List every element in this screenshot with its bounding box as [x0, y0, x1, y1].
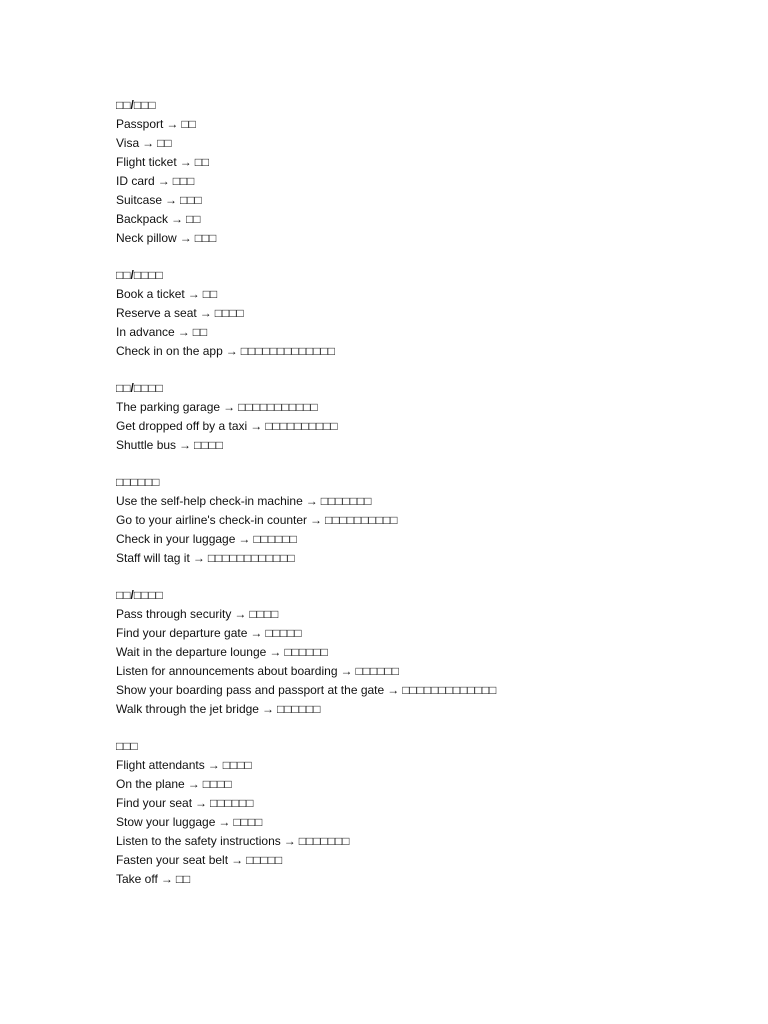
english-term: Check in your luggage [116, 532, 236, 546]
vocab-line [116, 436, 736, 455]
vocab-line [116, 417, 736, 436]
chinese-term: □□□□□□ [355, 664, 399, 678]
section-heading: □□□□□□ [116, 475, 160, 489]
arrow-icon: → [250, 419, 263, 433]
arrow-icon: → [179, 438, 192, 452]
arrow-icon: → [238, 532, 251, 546]
arrow-icon: → [179, 155, 192, 169]
section-heading: □□/□□□□ [116, 268, 163, 282]
chinese-term: □□□□□□□□□□ [325, 513, 398, 527]
vocab-line [116, 832, 736, 851]
vocab-line [116, 530, 736, 549]
english-term: Neck pillow [116, 231, 177, 245]
arrow-icon: → [234, 607, 247, 621]
vocab-line [116, 549, 736, 568]
english-term: Fasten your seat belt [116, 853, 229, 867]
vocab-section [116, 379, 736, 455]
vocab-line [116, 605, 736, 624]
english-term: Go to your airline's check-in counter [116, 513, 308, 527]
vocab-line [116, 191, 736, 210]
chinese-term: □□□□ [202, 777, 232, 791]
vocab-line [116, 285, 736, 304]
arrow-icon: → [283, 834, 296, 848]
vocab-line [116, 398, 736, 417]
vocab-line [116, 756, 736, 775]
english-term: In advance [116, 325, 175, 339]
english-term: Suitcase [116, 193, 163, 207]
section-heading: □□□ [116, 739, 138, 753]
vocab-line [116, 323, 736, 342]
arrow-icon: → [160, 872, 173, 886]
vocab-line [116, 172, 736, 191]
chinese-term: □□□□□□□ [320, 494, 372, 508]
arrow-icon: → [261, 702, 274, 716]
vocab-line [116, 624, 736, 643]
arrow-icon: → [177, 325, 190, 339]
arrow-icon: → [187, 287, 200, 301]
chinese-term: □□□□ [222, 758, 252, 772]
arrow-icon: → [157, 174, 170, 188]
chinese-term: □□□□□ [265, 626, 302, 640]
chinese-term: □□ [194, 155, 210, 169]
chinese-term: □□□ [180, 193, 202, 207]
arrow-icon: → [179, 231, 192, 245]
arrow-icon: → [231, 853, 244, 867]
vocab-line [116, 643, 736, 662]
english-term: Reserve a seat [116, 306, 197, 320]
english-term: Listen to the safety instructions [116, 834, 281, 848]
english-term: Pass through security [116, 607, 232, 621]
vocab-line [116, 153, 736, 172]
english-term: Shuttle bus [116, 438, 177, 452]
chinese-term: □□□ [194, 231, 217, 245]
section-heading: □□/□□□ [116, 98, 156, 112]
vocab-line [116, 775, 736, 794]
english-term: Listen for announcements about boarding [116, 664, 338, 678]
vocab-line [116, 134, 736, 153]
vocab-section [116, 473, 736, 568]
arrow-icon: → [225, 344, 238, 358]
english-term: Get dropped off by a taxi [116, 419, 248, 433]
arrow-icon: → [166, 117, 179, 131]
english-term: The parking garage [116, 400, 221, 414]
vocab-line [116, 511, 736, 530]
vocab-section [116, 266, 736, 361]
chinese-term: □□□□ [194, 438, 224, 452]
vocab-line [116, 229, 736, 248]
arrow-icon: → [218, 815, 231, 829]
english-term: Find your departure gate [116, 626, 248, 640]
chinese-term: □□□□□□ [276, 702, 321, 716]
section-heading: □□/□□□□ [116, 588, 163, 602]
english-term: Show your boarding pass and passport at the gate [116, 683, 385, 697]
arrow-icon: → [165, 193, 178, 207]
english-term: Walk through the jet bridge [116, 702, 259, 716]
english-term: Wait in the departure lounge [116, 645, 267, 659]
english-term: Take off [116, 872, 158, 886]
vocab-line [116, 681, 736, 700]
chinese-term: □□□□□□□ [298, 834, 350, 848]
vocab-line [116, 342, 736, 361]
vocab-line [116, 851, 736, 870]
chinese-term: □□□□□ [246, 853, 283, 867]
chinese-term: □□□□ [249, 607, 279, 621]
english-term: On the plane [116, 777, 185, 791]
english-term: Use the self-help check-in machine [116, 494, 303, 508]
vocab-line [116, 794, 736, 813]
chinese-term: □□□□ [214, 306, 244, 320]
english-term: Backpack [116, 212, 169, 226]
chinese-term: □□□□□□□□□□□□□ [240, 344, 335, 358]
chinese-term: □□ [186, 212, 201, 226]
arrow-icon: → [305, 494, 318, 508]
section-heading: □□/□□□□ [116, 381, 163, 395]
chinese-term: □□□□□□ [284, 645, 328, 659]
arrow-icon: → [207, 758, 220, 772]
arrow-icon: → [387, 683, 400, 697]
chinese-term: □□□ [172, 174, 195, 188]
english-term: ID card [116, 174, 155, 188]
vocab-section [116, 586, 736, 719]
vocab-section [116, 737, 736, 889]
chinese-term: □□□□□□□□□□□ [238, 400, 318, 414]
english-term: Passport [116, 117, 164, 131]
chinese-term: □□□□ [233, 815, 263, 829]
vocab-line [116, 700, 736, 719]
vocab-section [116, 96, 736, 248]
english-term: Check in on the app [116, 344, 223, 358]
arrow-icon: → [310, 513, 323, 527]
vocab-line [116, 813, 736, 832]
arrow-icon: → [269, 645, 282, 659]
chinese-term: □□ [202, 287, 218, 301]
vocab-line [116, 870, 736, 889]
arrow-icon: → [171, 212, 184, 226]
english-term: Book a ticket [116, 287, 185, 301]
arrow-icon: → [142, 136, 155, 150]
chinese-term: □□ [192, 325, 208, 339]
arrow-icon: → [199, 306, 212, 320]
arrow-icon: → [340, 664, 353, 678]
english-term: Staff will tag it [116, 551, 190, 565]
arrow-icon: → [192, 551, 205, 565]
vocab-line [116, 210, 736, 229]
arrow-icon: → [187, 777, 200, 791]
chinese-term: □□ [181, 117, 196, 131]
arrow-icon: → [250, 626, 263, 640]
vocab-line [116, 662, 736, 681]
arrow-icon: → [195, 796, 208, 810]
vocab-line [116, 492, 736, 511]
chinese-term: □□□□□□ [210, 796, 254, 810]
english-term: Visa [116, 136, 140, 150]
arrow-icon: → [223, 400, 236, 414]
english-term: Find your seat [116, 796, 193, 810]
document-body [116, 96, 736, 907]
english-term: Flight ticket [116, 155, 177, 169]
vocab-line [116, 115, 736, 134]
chinese-term: □□ [157, 136, 172, 150]
chinese-term: □□□□□□ [253, 532, 297, 546]
chinese-term: □□□□□□□□□□ [265, 419, 338, 433]
english-term: Stow your luggage [116, 815, 216, 829]
vocab-line [116, 304, 736, 323]
chinese-term: □□□□□□□□□□□□□ [402, 683, 497, 697]
chinese-term: □□□□□□□□□□□□ [207, 551, 295, 565]
chinese-term: □□ [175, 872, 191, 886]
english-term: Flight attendants [116, 758, 205, 772]
